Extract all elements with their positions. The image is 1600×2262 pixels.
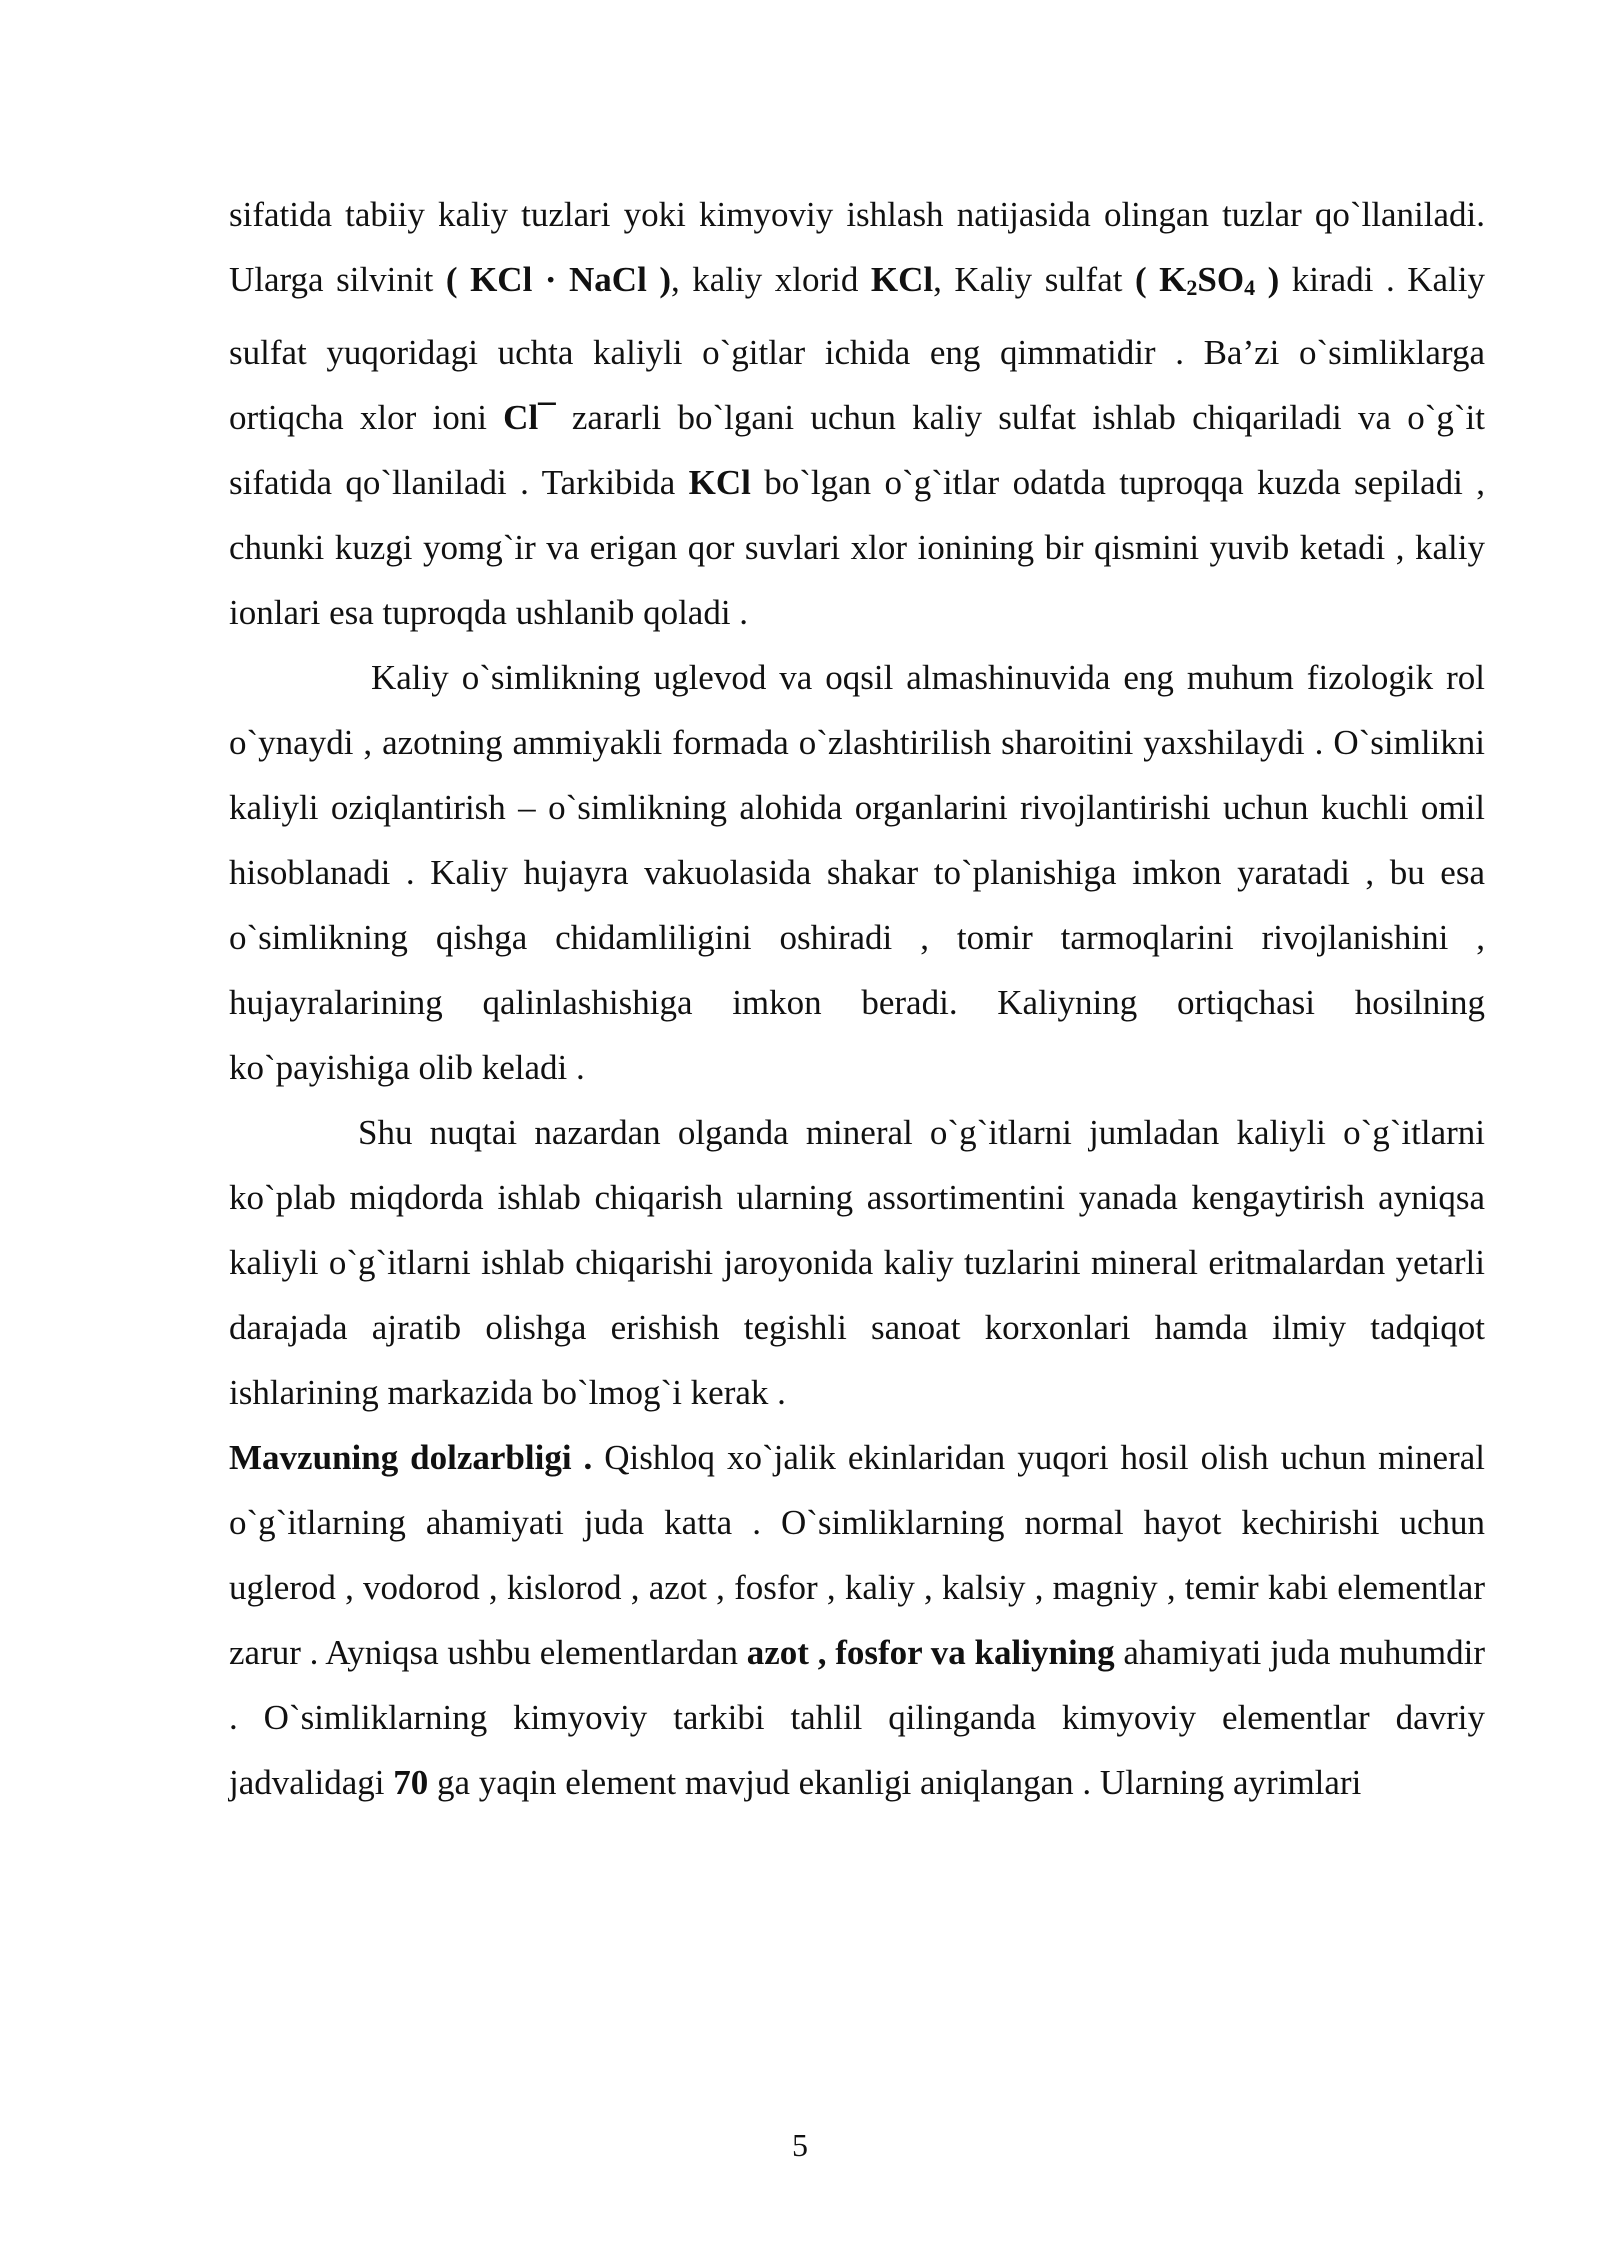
paragraph-2 [229, 645, 1485, 1100]
page-number: 5 [792, 2127, 808, 2163]
bold-text: ( K [1134, 260, 1187, 299]
bold-text: ( KCl · NaCl ) [445, 260, 671, 299]
bold-text: KCl [870, 260, 934, 299]
paragraph-text: , Kaliy sulfat [933, 260, 1135, 299]
paragraph-text: ga yaqin element mavjud ekanligi aniqlangan . Ularning ayrimlari [428, 1763, 1362, 1802]
paragraph-text: Shu nuqtai nazardan olganda mineral o`g`itlarni jumladan kaliyli o`g`itlarni ko`plab miqdorda ishlab chiqarish ularning assortimentini yanada kengaytirish ayniqsa kaliyli o`g`itlarni ishlab chiqarishi jaroyonida kaliy tuzlarini mineral eritmalardan yetarli darajada ajratib olishga erishish tegishli sanoat korxonlari hamda ilmiy tadqiqot ishlarining markazida bo`lmog`i kerak . [229, 1113, 1485, 1412]
paragraph-3 [229, 1100, 1485, 1425]
paragraph-text: sifatida tabiiy kaliy tuzlari yoki kimyoviy ishlash natijasida olingan tuzlar qo`llaniladi. Ularga silvinit [229, 195, 1485, 299]
paragraph-text: , kaliy xlorid [670, 260, 871, 299]
bold-text: azot , fosfor va kaliyning [746, 1633, 1115, 1672]
bold-text: Mavzuning dolzarbligi . [229, 1438, 593, 1477]
subscript-text: 2 [1186, 275, 1198, 300]
subscript-text: 4 [1244, 275, 1256, 300]
document-page [229, 182, 1485, 1815]
bold-text: Cl¯ [503, 398, 556, 437]
paragraph-text: Qishloq xo`jalik ekinlaridan yuqori hosil olish uchun mineral o`g`itlarning ahamiyati juda katta . O`simliklarning normal hayot kechirishi uchun uglerod , vodorod , kislorod , azot , fosfor , kaliy , kalsiy , magniy , temir kabi elementlar zarur . Ayniqsa ushbu elementlardan [229, 1438, 1485, 1672]
bold-text: 70 [393, 1763, 429, 1802]
paragraph-1 [229, 182, 1485, 645]
bold-text: KCl [688, 463, 751, 502]
paragraph-text: kiradi . Kaliy sulfat yuqoridagi uchta kaliyli o`gitlar ichida eng qimmatidir . Ba’zi o`simliklarga ortiqcha xlor ioni [229, 260, 1485, 437]
bold-text: SO [1197, 260, 1245, 299]
bold-text: ) [1255, 260, 1280, 299]
paragraph-4 [229, 1425, 1485, 1815]
paragraph-text: zararli bo`lgani uchun kaliy sulfat ishlab chiqariladi va o`g`it sifatida qo`llaniladi . Tarkibida [229, 398, 1485, 502]
paragraph-text: Kaliy o`simlikning uglevod va oqsil almashinuvida eng muhum fizologik rol o`ynaydi , azotning ammiyakli formada o`zlashtirilish sharoitini yaxshilaydi . O`simlikni kaliyli oziqlantirish – o`simlikning alohida organlarini rivojlantirishi uchun kuchli omil hisoblanadi . Kaliy hujayra vakuolasida shakar to`planishiga imkon yaratadi , bu esa o`simlikning qishga chidamliligini oshiradi , tomir tarmoqlarini rivojlanishini , hujayralarining qalinlashishiga imkon beradi. Kaliyning ortiqchasi hosilning ko`payishiga olib keladi . [229, 658, 1485, 1087]
paragraph-text: bo`lgan o`g`itlar odatda tuproqqa kuzda sepiladi , chunki kuzgi yomg`ir va erigan qor suvlari xlor ionining bir qismini yuvib ketadi , kaliy ionlari esa tuproqda ushlanib qoladi . [229, 463, 1486, 632]
paragraph-text: ahamiyati juda muhumdir . O`simliklarning kimyoviy tarkibi tahlil qilinganda kimyoviy elementlar davriy jadvalidagi [229, 1633, 1485, 1802]
